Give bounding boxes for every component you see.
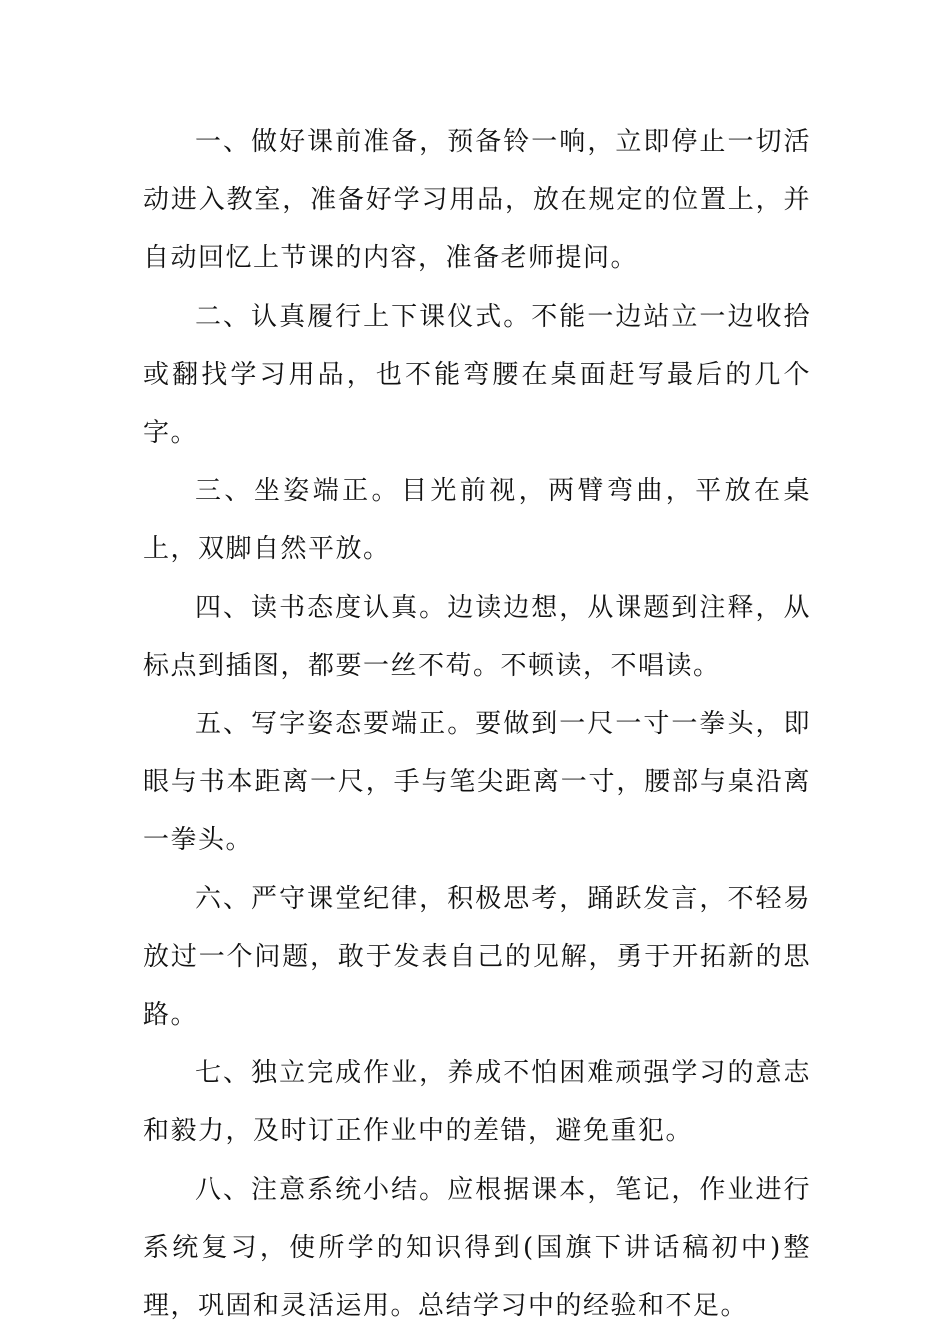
document-body <box>143 113 811 1335</box>
paragraph-1: 一、做好课前准备，预备铃一响，立即停止一切活动进入教室，准备好学习用品，放在规定的位置上，并自动回忆上节课的内容，准备老师提问。 <box>143 127 811 274</box>
paragraph-4: 四、读书态度认真。边读边想，从课题到注释，从标点到插图，都要一丝不苟。不顿读，不唱读。 <box>143 592 811 681</box>
paragraph-5: 五、写字姿态要端正。要做到一尺一寸一拳头，即眼与书本距离一尺，手与笔尖距离一寸，腰部与桌沿离一拳头。 <box>143 709 811 856</box>
paragraph-2: 二、认真履行上下课仪式。不能一边站立一边收拾或翻找学习用品，也不能弯腰在桌面赶写最后的几个字。 <box>143 301 811 449</box>
paragraph-7: 七、独立完成作业，养成不怕困难顽强学习的意志和毅力，及时订正作业中的差错，避免重犯。 <box>143 1058 811 1147</box>
paragraph-8: 八、注意系统小结。应根据课本，笔记，作业进行系统复习，使所学的知识得到(国旗下讲话稿初中)整理，巩固和灵活运用。总结学习中的经验和不足。 <box>143 1174 811 1322</box>
paragraph-3: 三、坐姿端正。目光前视，两臂弯曲，平放在桌上，双脚自然平放。 <box>143 476 811 565</box>
paragraph-6: 六、严守课堂纪律，积极思考，踊跃发言，不轻易放过一个问题，敢于发表自己的见解，勇于开拓新的思路。 <box>143 883 811 1031</box>
